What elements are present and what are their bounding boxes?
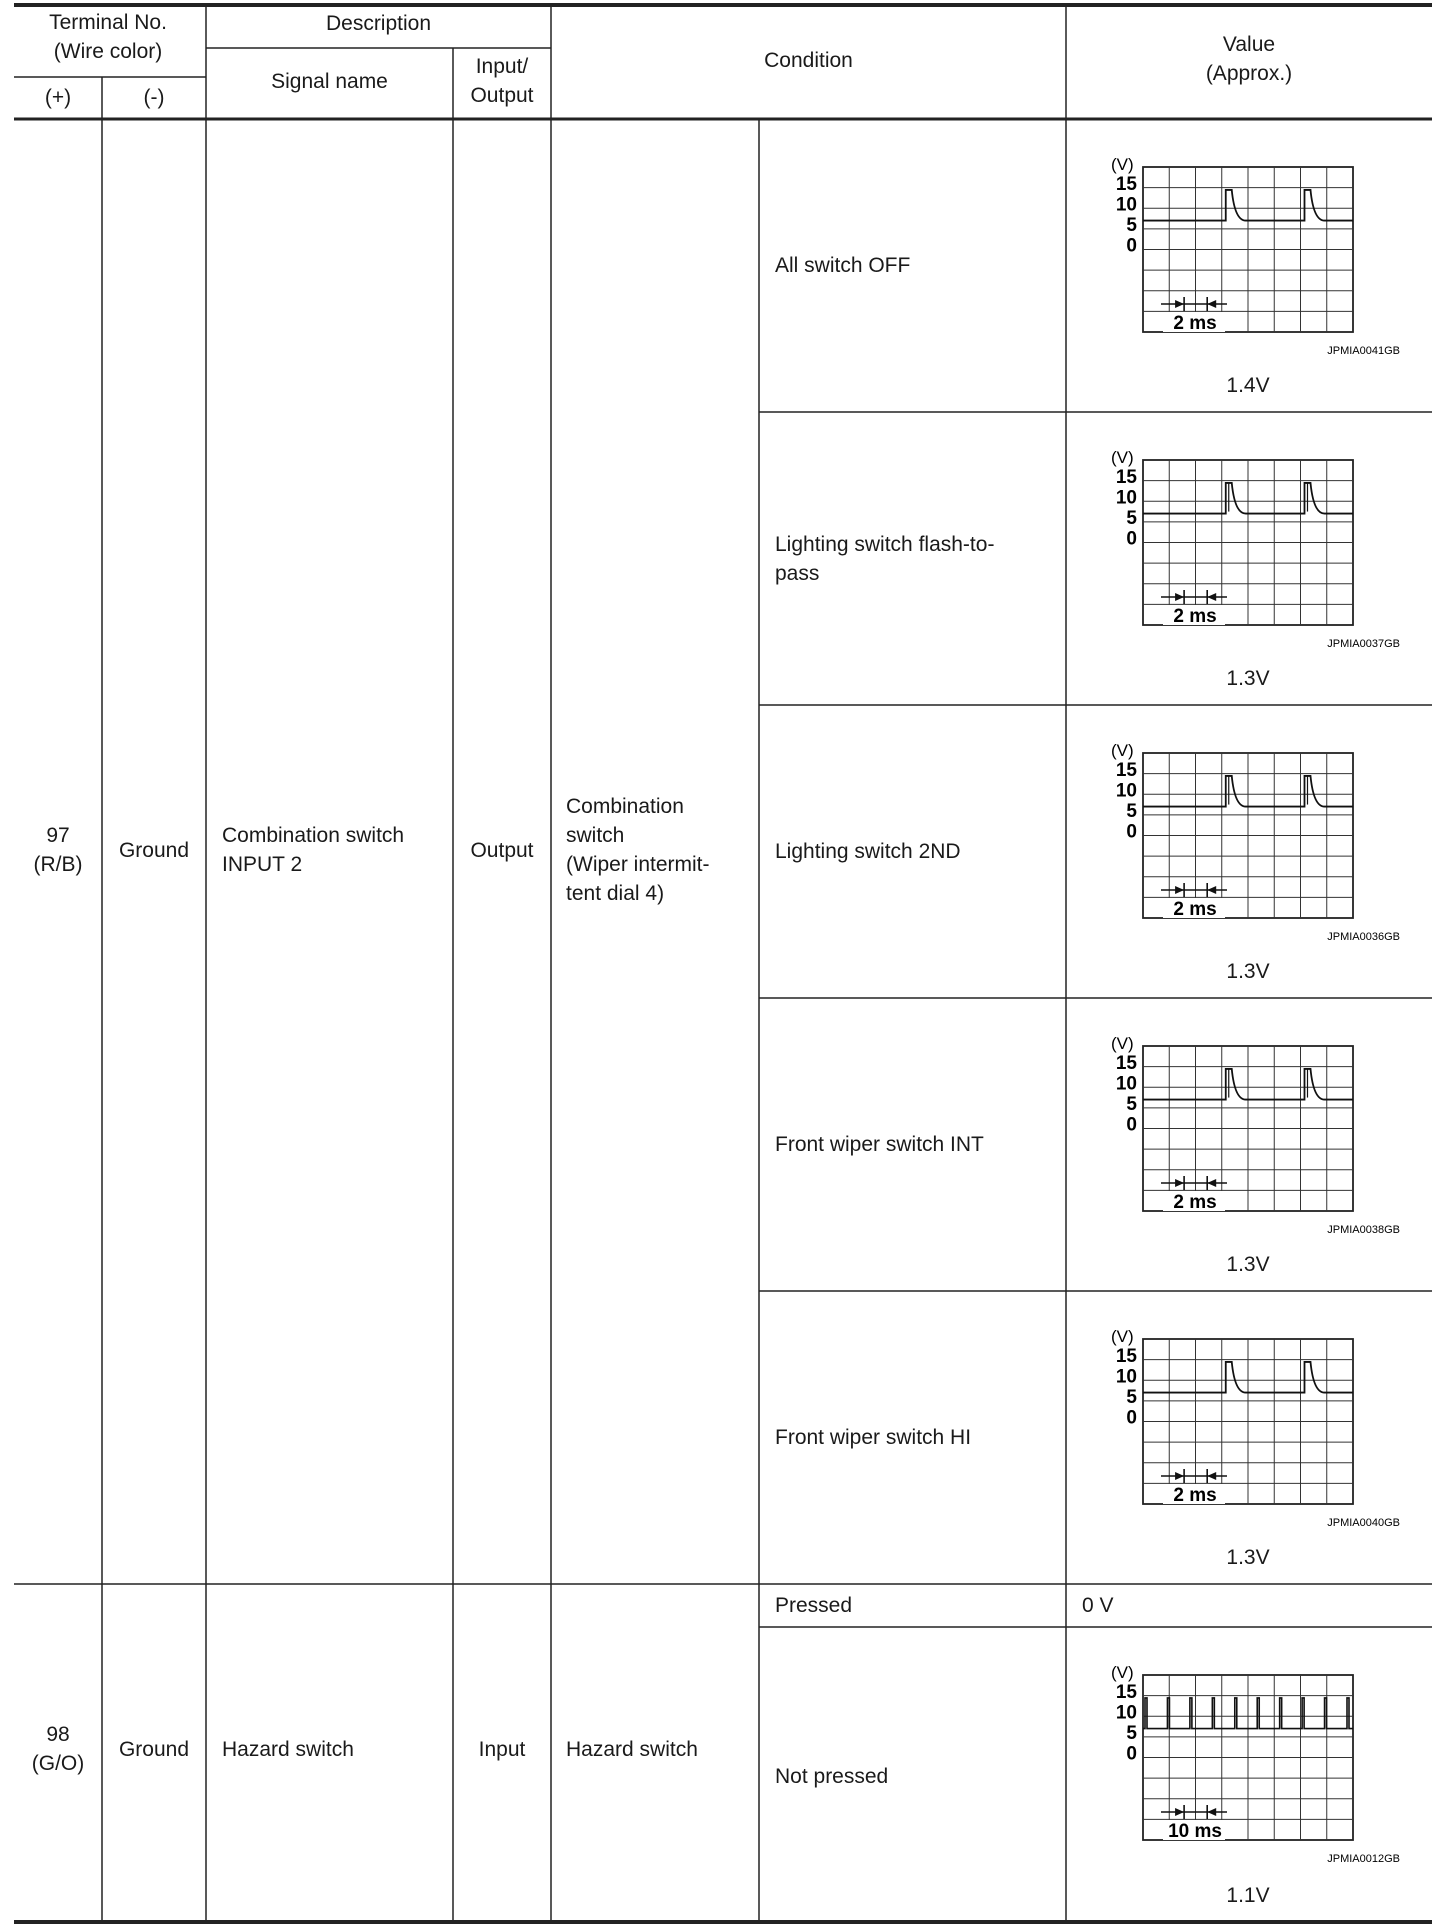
y-unit-label: (V) xyxy=(1111,448,1134,467)
signal-name-97: Combination switch INPUT 2 xyxy=(222,824,405,876)
y-unit-label: (V) xyxy=(1111,1663,1134,1682)
y-tick-label: 10 xyxy=(1115,487,1137,509)
y-tick-label: 5 xyxy=(1126,1387,1137,1408)
y-tick-label: 10 xyxy=(1115,1702,1137,1724)
header-minus: (-) xyxy=(143,86,165,109)
y-tick-label: 15 xyxy=(1115,1053,1137,1074)
value-text: 1.3V xyxy=(1226,667,1270,690)
y-tick-label: 5 xyxy=(1126,508,1137,529)
y-tick-label: 10 xyxy=(1115,1073,1137,1095)
value-text: 1.3V xyxy=(1226,960,1270,983)
waveform-97-0 xyxy=(1066,119,1432,412)
timebase-label: 10 ms xyxy=(1168,1821,1222,1842)
subcondition-label: Front wiper switch HI xyxy=(775,1426,972,1449)
value-text: 1.1V xyxy=(1226,1884,1270,1907)
y-tick-label: 15 xyxy=(1115,174,1137,195)
subcondition-label: Lighting switch 2ND xyxy=(775,840,961,863)
y-tick-label: 0 xyxy=(1126,1114,1137,1136)
y-tick-label: 10 xyxy=(1115,780,1137,802)
waveform-98-1 xyxy=(1066,1627,1432,1922)
timebase-label: 2 ms xyxy=(1173,313,1217,334)
y-tick-label: 5 xyxy=(1126,801,1137,822)
timebase-label: 2 ms xyxy=(1173,1192,1217,1213)
waveform-97-1 xyxy=(1066,412,1432,705)
timebase-label: 2 ms xyxy=(1173,606,1217,627)
figure-code: JPMIA0012GB xyxy=(1327,1853,1400,1865)
subcondition-label: All switch OFF xyxy=(775,254,911,277)
value-text: 0 V xyxy=(1082,1594,1114,1617)
y-tick-label: 15 xyxy=(1115,760,1137,781)
y-tick-label: 5 xyxy=(1126,1094,1137,1115)
subcondition-label: Pressed xyxy=(775,1594,853,1617)
y-tick-label: 15 xyxy=(1115,467,1137,488)
y-unit-label: (V) xyxy=(1111,1327,1134,1346)
header-terminal-no: Terminal No. (Wire color) xyxy=(49,11,167,63)
value-text: 1.3V xyxy=(1226,1253,1270,1276)
subcondition-label: Front wiper switch INT xyxy=(775,1133,984,1156)
figure-code: JPMIA0040GB xyxy=(1327,1517,1400,1529)
header-plus: (+) xyxy=(44,86,72,109)
figure-code: JPMIA0037GB xyxy=(1327,638,1400,650)
y-tick-label: 15 xyxy=(1115,1346,1137,1367)
condition-98: Hazard switch xyxy=(566,1738,698,1761)
terminal-97-plus: 97 (R/B) xyxy=(33,824,83,876)
y-tick-label: 0 xyxy=(1126,1743,1137,1765)
y-tick-label: 15 xyxy=(1115,1682,1137,1703)
header-condition: Condition xyxy=(764,49,853,72)
terminal-98-minus: Ground xyxy=(118,1738,190,1761)
io-97: Output xyxy=(470,839,534,862)
header-description: Description xyxy=(325,12,432,35)
y-tick-label: 0 xyxy=(1126,528,1137,550)
figure-code: JPMIA0041GB xyxy=(1327,345,1400,357)
terminal-97-minus: Ground xyxy=(118,839,190,862)
waveform-97-3 xyxy=(1066,998,1432,1291)
y-unit-label: (V) xyxy=(1111,155,1134,174)
value-text: 1.4V xyxy=(1226,374,1270,397)
y-tick-label: 0 xyxy=(1126,821,1137,843)
y-tick-label: 10 xyxy=(1115,194,1137,216)
header-input-output: Input/ Output xyxy=(470,55,534,107)
waveform-97-4 xyxy=(1066,1291,1432,1584)
y-tick-label: 10 xyxy=(1115,1366,1137,1388)
header-value: Value (Approx.) xyxy=(1205,33,1293,85)
terminal-98-plus: 98 (G/O) xyxy=(31,1723,85,1775)
y-unit-label: (V) xyxy=(1111,1034,1134,1053)
y-tick-label: 5 xyxy=(1126,1723,1137,1744)
subcondition-label: Lighting switch flash-to- pass xyxy=(775,532,995,585)
waveform-97-2 xyxy=(1066,705,1432,998)
subcondition-label: Not pressed xyxy=(775,1765,889,1788)
timebase-label: 2 ms xyxy=(1173,899,1217,920)
y-tick-label: 5 xyxy=(1126,215,1137,236)
timebase-label: 2 ms xyxy=(1173,1485,1217,1506)
figure-code: JPMIA0036GB xyxy=(1327,931,1400,943)
y-tick-label: 0 xyxy=(1126,1407,1137,1429)
header-signal-name: Signal name xyxy=(271,70,388,93)
condition-97: Combination switch (Wiper intermit- tent dial 4) xyxy=(566,795,710,905)
signal-name-98: Hazard switch xyxy=(222,1738,354,1761)
y-tick-label: 0 xyxy=(1126,235,1137,257)
io-98: Input xyxy=(478,1738,526,1761)
figure-code: JPMIA0038GB xyxy=(1327,1224,1400,1236)
value-text: 1.3V xyxy=(1226,1546,1270,1569)
y-unit-label: (V) xyxy=(1111,741,1134,760)
